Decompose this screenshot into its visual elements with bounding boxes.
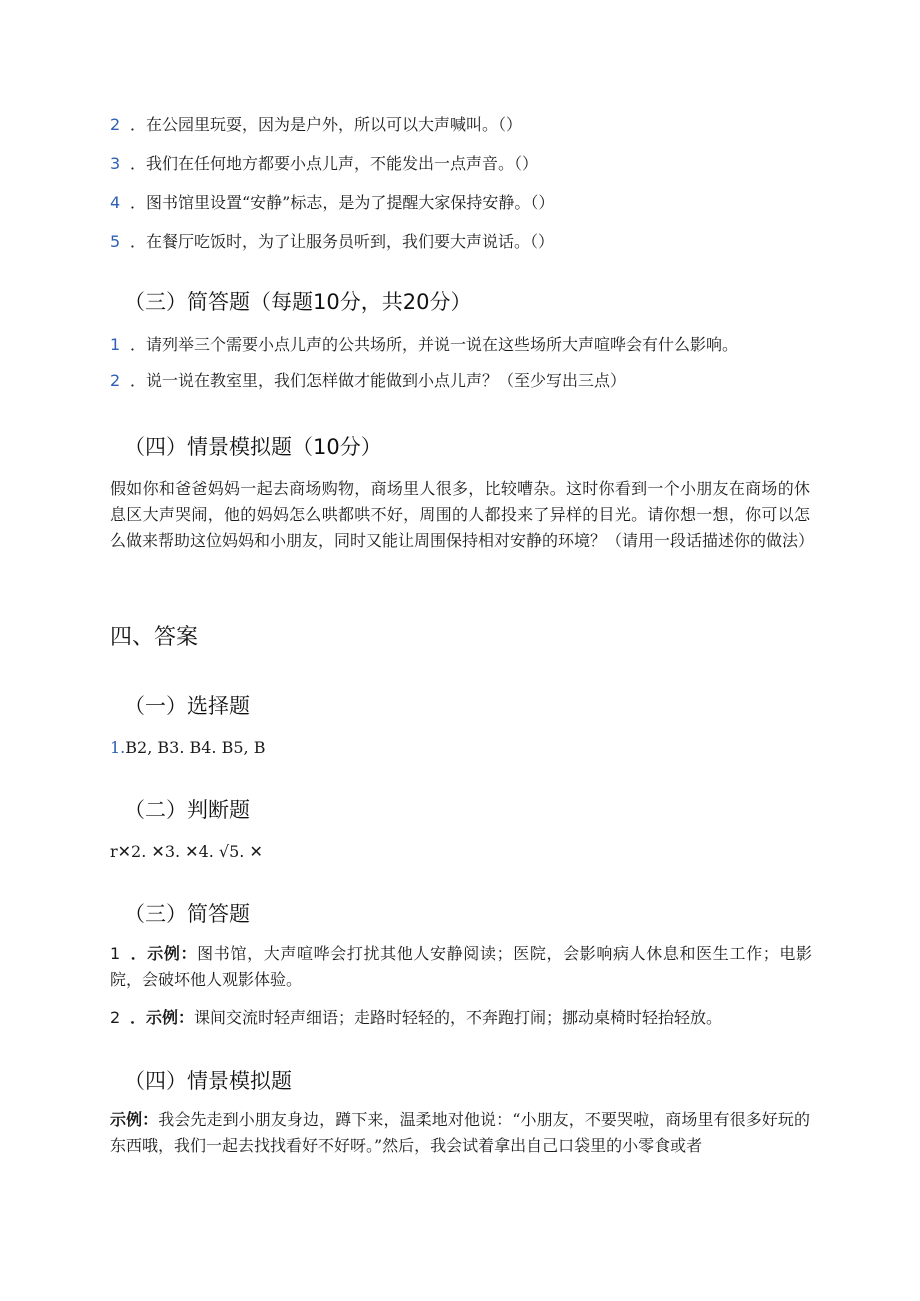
answer-scenario-paragraph — [110, 1107, 810, 1159]
item-number: 1 — [110, 335, 121, 354]
judge-item — [110, 115, 522, 135]
example-label: ．示例： — [130, 944, 198, 963]
short-answer-item — [110, 371, 626, 391]
answer-section-title: （二）判断题 — [124, 798, 250, 822]
answer-section-title: （四）情景模拟题 — [124, 1069, 292, 1093]
answer-judge-line: r✕2. ✕3. ✕4. √5. ✕ — [110, 842, 263, 861]
answer-section-title: （三）简答题 — [124, 902, 250, 926]
item-number: 5 — [110, 232, 121, 251]
short-answer-item — [110, 335, 738, 355]
section-title-scenario: （四）情景模拟题（10分） — [124, 435, 382, 459]
answer-number: 1. — [110, 738, 126, 757]
item-number: 2 — [110, 1008, 121, 1027]
item-number: 2 — [110, 371, 121, 390]
item-text: ．请列举三个需要小点儿声的公共场所，并说一说在这些场所大声喧哗会有什么影响。 — [130, 335, 739, 354]
example-label: 示例： — [110, 1110, 159, 1129]
item-text: ．我们在任何地方都要小点儿声，不能发出一点声音。（） — [130, 154, 539, 173]
judge-item — [110, 154, 538, 174]
scenario-paragraph: 假如你和爸爸妈妈一起去商场购物，商场里人很多，比较嘈杂。这时你看到一个小朋友在商场的休息区大声哭闹，他的妈妈怎么哄都哄不好，周围的人都投来了异样的目光。请你想一想，你可以怎么做来帮助这位妈妈和小朋友，同时又能让周围保持相对安静的环境？（请用一段话描述你的做法） — [110, 479, 815, 550]
item-text: ．图书馆里设置“安静”标志，是为了提醒大家保持安静。（） — [130, 193, 555, 212]
judge-item — [110, 232, 554, 252]
answer-short-item — [110, 1008, 722, 1028]
answer-text: B2, B3. B4. B5, B — [125, 738, 266, 757]
item-text: ．在公园里玩耍，因为是户外，所以可以大声喊叫。（） — [130, 115, 523, 134]
item-number: 4 — [110, 193, 121, 212]
section-title-short-answer: （三）简答题（每题10分，共20分） — [124, 290, 472, 314]
item-text: ．在餐厅吃饭时，为了让服务员听到，我们要大声说话。（） — [130, 232, 555, 251]
answer-text: 我会先走到小朋友身边，蹲下来，温柔地对他说：“小朋友，不要哭啦，商场里有很多好玩的东西哦，我们一起去找找看好不好呀。”然后，我会试着拿出自己口袋里的小零食或者 — [110, 1110, 810, 1155]
item-number: 2 — [110, 115, 121, 134]
answer-text: 课间交流时轻声细语；走路时轻轻的，不奔跑打闹；挪动桌椅时轻抬轻放。 — [194, 1008, 723, 1027]
answer-choice-line — [110, 738, 265, 758]
item-text: ．说一说在教室里，我们怎样做才能做到小点儿声？（至少写出三点） — [130, 371, 627, 390]
item-number: 1 — [110, 944, 121, 963]
judge-item — [110, 193, 554, 213]
answer-short-item — [110, 941, 812, 993]
answer-text: 图书馆，大声喧哗会打扰其他人安静阅读；医院，会影响病人休息和医生工作；电影院，会破坏他人观影体验。 — [110, 944, 812, 989]
item-number: 3 — [110, 154, 121, 173]
answers-heading: 四、答案 — [110, 625, 199, 650]
answer-section-title: （一）选择题 — [124, 694, 250, 718]
example-label: ．示例： — [130, 1008, 195, 1027]
